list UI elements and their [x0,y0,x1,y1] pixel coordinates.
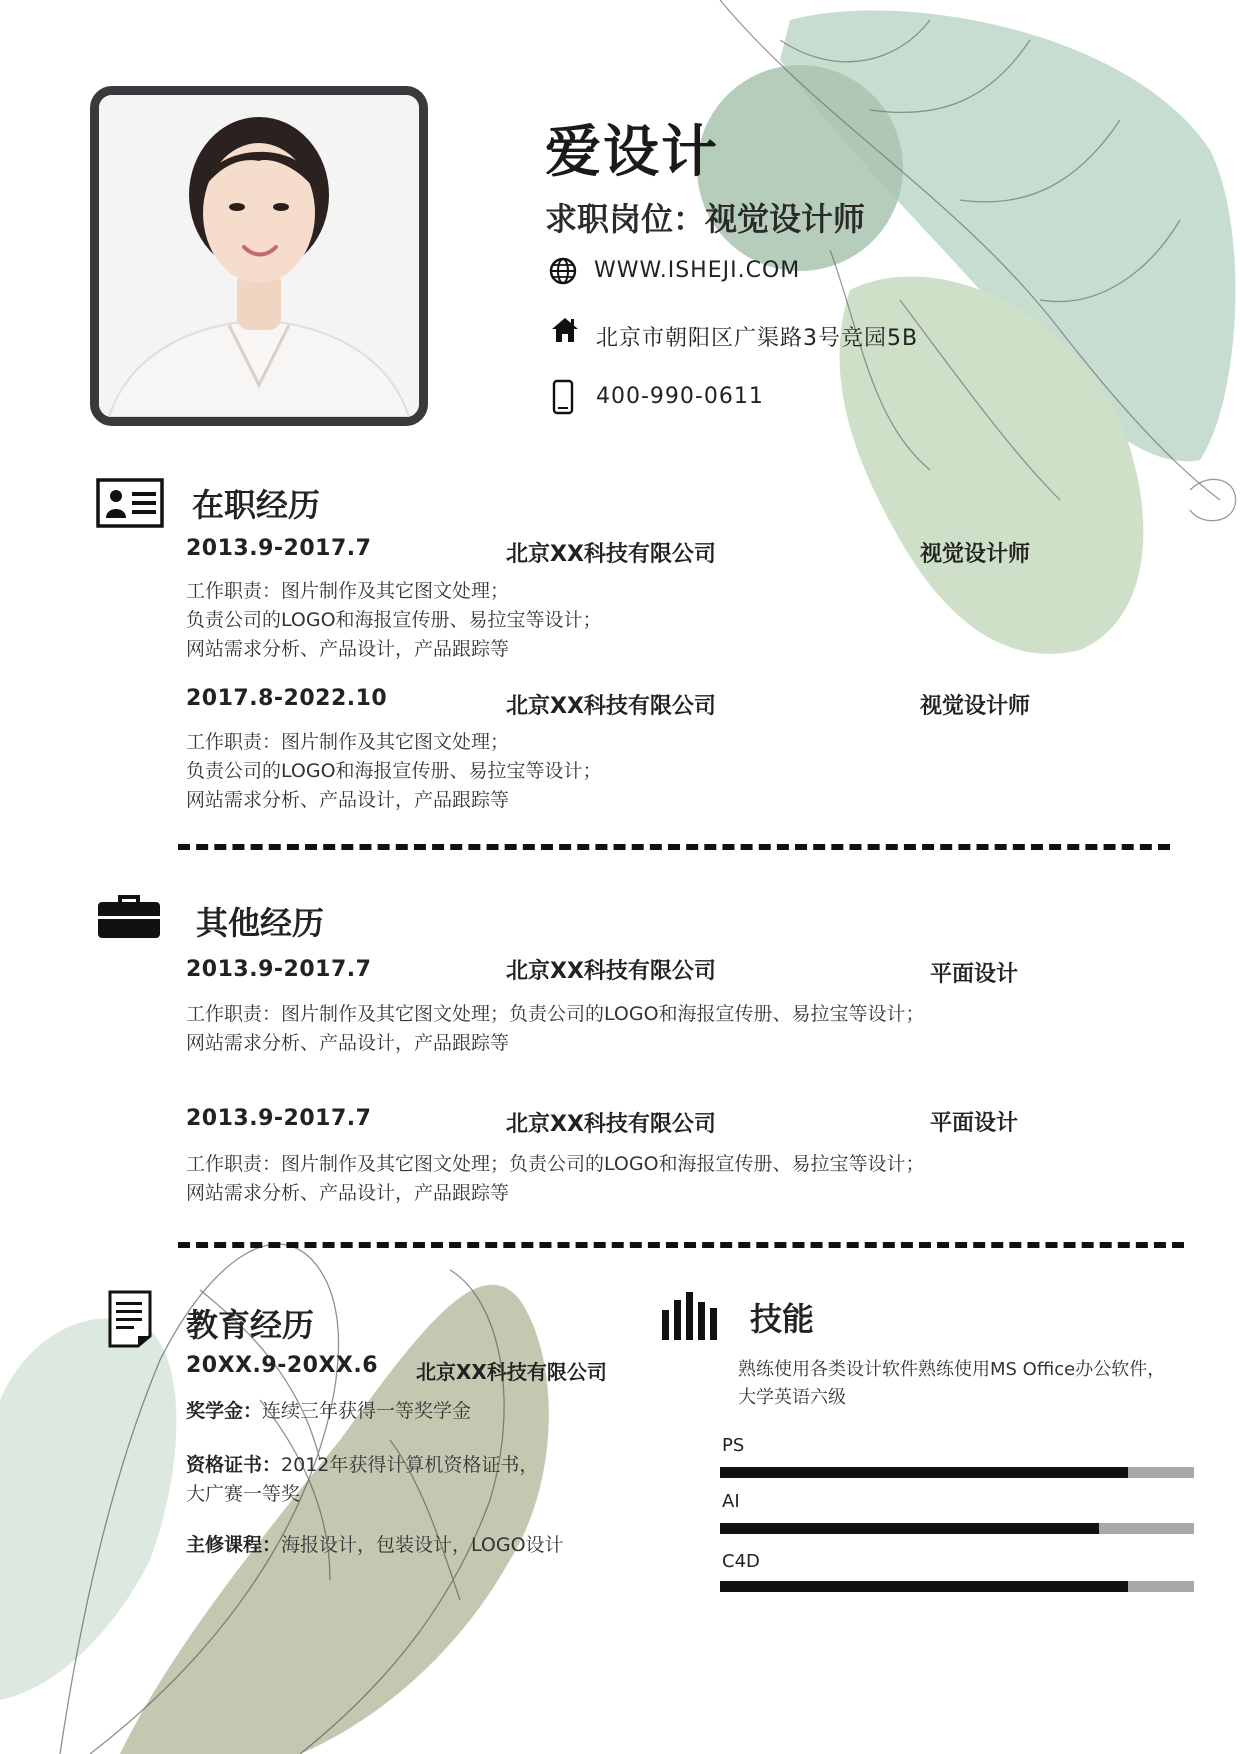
avatar [99,95,419,417]
id-card-icon [96,478,164,532]
work-company-1: 北京XX科技有限公司 [506,542,716,567]
value: 大广赛一等奖 [186,1483,301,1505]
work-date-1: 2013.9-2017.7 [186,536,372,561]
briefcase-icon [96,894,162,944]
other-role-2: 平面设计 [930,1111,1019,1136]
work-desc-2 [186,728,602,815]
work-company-2: 北京XX科技有限公司 [506,694,716,719]
skill-label-ps: PS [722,1435,745,1456]
name-title: 爱设计 [545,120,719,185]
skill-bar-fill [720,1581,1128,1592]
label: 奖学金： [186,1400,263,1422]
edu-scholarship [186,1397,471,1426]
section-title-skills: 技能 [750,1300,815,1338]
globe-icon [548,256,578,290]
skill-bar-fill [720,1467,1128,1478]
desc-line: 工作职责：图片制作及其它图文处理； [186,580,510,602]
work-role-1: 视觉设计师 [920,542,1031,567]
value: 连续三年获得一等奖学金 [262,1400,472,1422]
value: 海报设计，包装设计，LOGO设计 [281,1534,564,1556]
skill-bar-fill [720,1523,1099,1534]
desc-line: 熟练使用各类设计软件熟练使用MS Office办公软件， [738,1359,1166,1380]
desc-line: 负责公司的LOGO和海报宣传册、易拉宝等设计； [186,609,602,631]
dashed-divider [178,844,1170,850]
edu-courses [186,1531,564,1560]
work-desc-1 [186,577,602,664]
desc-line: 工作职责：图片制作及其它图文处理；负责公司的LOGO和海报宣传册、易拉宝等设计； [186,1003,925,1025]
other-date-1: 2013.9-2017.7 [186,957,372,982]
home-icon [550,315,580,349]
desc-line: 工作职责：图片制作及其它图文处理；负责公司的LOGO和海报宣传册、易拉宝等设计； [186,1153,925,1175]
label: 主修课程： [186,1534,282,1556]
desc-line: 网站需求分析、产品设计，产品跟踪等 [186,789,510,811]
skill-label-c4d: C4D [722,1551,760,1572]
other-desc-2 [186,1150,925,1208]
section-title-education: 教育经历 [186,1306,315,1344]
value: 2012年获得计算机资格证书， [281,1454,539,1476]
other-company-2: 北京XX科技有限公司 [506,1112,716,1137]
dashed-divider [178,1242,1184,1248]
label: 资格证书： [186,1454,282,1476]
work-date-2: 2017.8-2022.10 [186,686,388,711]
edu-cert [186,1451,538,1509]
skill-bar-ps [720,1467,1194,1478]
work-role-2: 视觉设计师 [920,694,1031,719]
address-text: 北京市朝阳区广渠路3号竞园5B [596,326,919,351]
desc-line: 大学英语六级 [738,1387,846,1408]
desc-line: 工作职责：图片制作及其它图文处理； [186,731,510,753]
section-title-other: 其他经历 [196,904,325,942]
website-link[interactable]: WWW.ISHEJI.COM [594,258,801,283]
bar-chart-icon [660,1290,718,1346]
document-icon [108,1290,152,1352]
phone-number: 400-990-0611 [596,384,764,409]
skill-label-ai: AI [722,1491,740,1512]
desc-line: 网站需求分析、产品设计，产品跟踪等 [186,638,510,660]
skill-bar-ai [720,1523,1194,1534]
desc-line: 网站需求分析、产品设计，产品跟踪等 [186,1032,510,1054]
section-title-work: 在职经历 [192,486,321,524]
other-date-2: 2013.9-2017.7 [186,1106,372,1131]
skills-desc [738,1356,1165,1412]
profile-photo [90,86,428,426]
skill-bar-c4d [720,1581,1194,1592]
phone-icon [552,379,574,419]
edu-school: 北京XX科技有限公司 [416,1360,607,1384]
edu-date: 20XX.9-20XX.6 [186,1353,379,1378]
desc-line: 负责公司的LOGO和海报宣传册、易拉宝等设计； [186,760,602,782]
other-company-1: 北京XX科技有限公司 [506,959,716,984]
other-role-1: 平面设计 [930,962,1019,987]
job-position: 求职岗位：视觉设计师 [545,200,866,238]
desc-line: 网站需求分析、产品设计，产品跟踪等 [186,1182,510,1204]
other-desc-1 [186,1000,925,1058]
